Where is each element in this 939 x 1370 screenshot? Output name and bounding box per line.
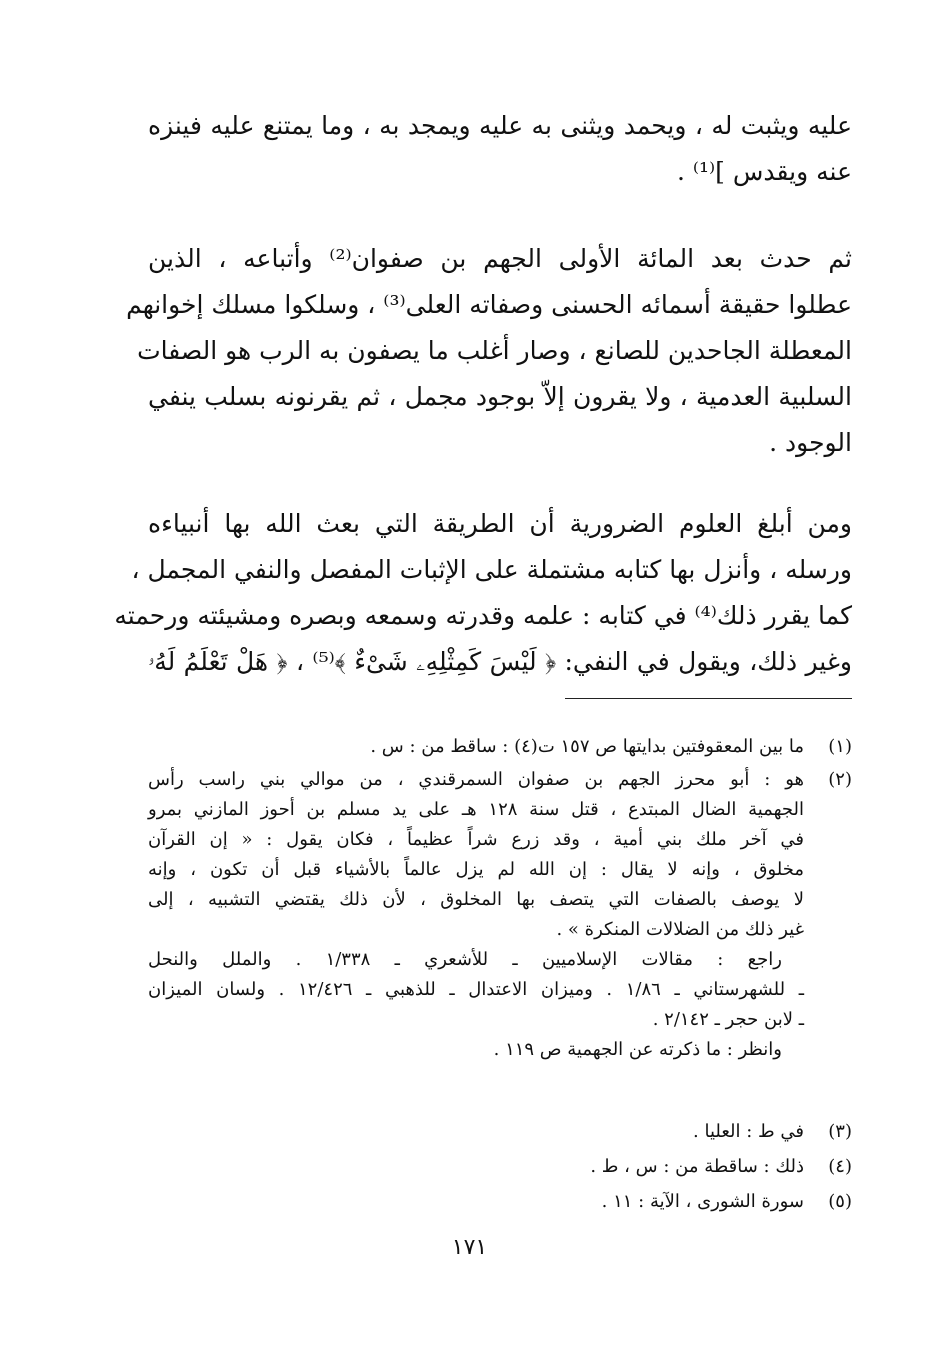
footnote-line: ما بين المعقوفتين بدايتها ص ١٥٧ ت(٤) : ساقط من : س .	[370, 736, 804, 757]
footnote-body	[148, 765, 804, 1065]
footnote-line: ـ لابن حجر ـ ٢/١٤٢ .	[652, 1009, 804, 1030]
footnote-line: راجع : مقالات الإسلاميين ـ للأشعري ـ ١/٣٣٨ . والملل والنحل	[148, 949, 783, 970]
footnote-line: الجهمية الضال المبتدع ، قتل سنة ١٢٨ هـ على يد مسلم بن أحوز المازني بمرو	[148, 799, 804, 820]
text-line: الوجود .	[769, 428, 852, 457]
footnote-4	[148, 1152, 852, 1182]
page-number: ١٧١	[451, 1235, 488, 1260]
footnote-line: سورة الشورى ، الآية : ١١ .	[601, 1191, 804, 1212]
footnote-2	[148, 765, 852, 1065]
footnote-line: هو : أبو محرز الجهم بن صفوان السمرقندي ، من موالي بني راسب رأس	[148, 769, 804, 790]
footnote-5	[148, 1187, 852, 1217]
text-line: ثم حدث بعد المائة الأولى الجهم بن صفوان⁽²⁾ وأتباعه ، الذين	[148, 244, 852, 273]
footnote-line: وانظر : ما ذكرته عن الجهمية ص ١١٩ .	[493, 1039, 782, 1060]
footnote-line: لا يوصف بالصفات التي يتصف بها المخلوق ، لأن ذلك يقتضي التشبيه ، إلى	[148, 889, 804, 910]
footnote-separator	[565, 698, 852, 699]
paragraph-3	[114, 501, 852, 685]
footnote-line: ـ للشهرستاني ـ ١/٨٦ . وميزان الاعتدال ـ للذهبي ـ ١٢/٤٢٦ . ولسان الميزان	[148, 979, 805, 1000]
text-line: وغير ذلك، ويقول في النفي: ﴿ لَيْسَ كَمِثْلِهِۦ شَىْءٌ ﴾⁽⁵⁾ ، ﴿ هَلْ تَعْلَمُ لَهُۥ	[148, 647, 852, 676]
footnote-number: (٤)	[828, 1156, 852, 1177]
paragraph-1	[148, 103, 852, 195]
footnote-line: مخلوق ، وإنه لا يقال : إن الله لم يزل عالماً بالأشياء قبل أن تكون ، وإنه	[148, 859, 804, 880]
footnote-line: ذلك : ساقطة من : س ، ط .	[590, 1156, 804, 1177]
footnote-body	[148, 1152, 804, 1182]
text-line: عنه ويقدس ]⁽¹⁾ .	[676, 157, 852, 186]
footnote-body	[148, 1117, 804, 1147]
text-line: ومن أبلغ العلوم الضرورية أن الطريقة التي بعث الله بها أنبياءه	[148, 509, 852, 538]
footnote-line: في آخر ملك بني أمية ، وقد زرع شراً عظيماً ، فكان يقول : « إن القرآن	[148, 829, 804, 850]
footnote-line: غير ذلك من الضلالات المنكرة » .	[556, 919, 804, 940]
text-line: السلبية العدمية ، ولا يقرون إلاّ بوجود مجمل ، ثم يقرنونه بسلب ينفي	[148, 382, 852, 411]
footnote-number: (١)	[828, 736, 852, 757]
text-line: عطلوا حقيقة أسمائه الحسنى وصفاته العلى⁽³⁾ ، وسلكوا مسلك إخوانهم	[126, 290, 852, 319]
paragraph-2	[126, 236, 852, 466]
text-line: ورسله ، وأنزل بها كتابه مشتملة على الإثبات المفصل والنفي المجمل ،	[131, 555, 852, 584]
text-line: كما يقرر ذلك⁽⁴⁾ في كتابه : علمه وقدرته وسمعه وبصره ومشيئته ورحمته	[114, 601, 852, 630]
footnote-number: (٥)	[828, 1191, 852, 1212]
footnote-body	[148, 1187, 804, 1217]
footnote-3	[148, 1117, 852, 1147]
footnote-1	[148, 732, 852, 762]
text-line: عليه ويثبت له ، ويحمد ويثنى به عليه ويمجد به ، وما يمتنع عليه فينزه	[148, 111, 852, 140]
footnote-body	[148, 732, 804, 762]
footnote-line: في ط : العليا .	[693, 1121, 804, 1142]
footnote-number: (٢)	[828, 769, 852, 790]
text-line: المعطلة الجاحدين للصانع ، وصار أغلب ما يصفون به الرب هو الصفات	[137, 336, 852, 365]
footnote-number: (٣)	[828, 1121, 852, 1142]
